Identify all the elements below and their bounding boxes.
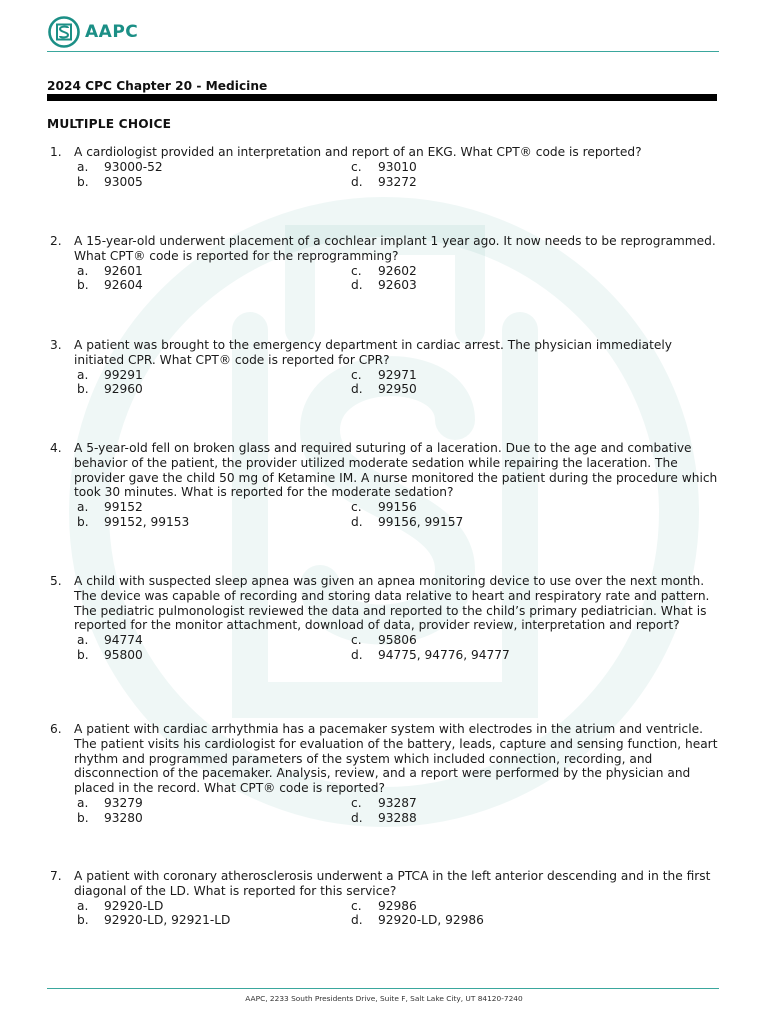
option-text: 92602: [378, 263, 417, 278]
option-a: a. 92920-LD: [77, 898, 164, 913]
option-b: b. 92604: [77, 278, 143, 293]
header: [47, 14, 138, 50]
option-text: 93010: [378, 159, 417, 174]
option-text: 92971: [378, 367, 417, 382]
option-text: 92950: [378, 382, 417, 397]
answer-options: [77, 160, 687, 190]
option-text: 99291: [104, 367, 143, 382]
option-a: a. 94774: [77, 633, 143, 648]
question-stem: A patient was brought to the emergency department in cardiac arrest. The physician immediately initiated CPR. What CPT® code is reported for CPR?: [74, 338, 672, 367]
option-d: d. 92920-LD, 92986: [351, 913, 484, 928]
question-number: 4.: [50, 441, 62, 455]
question-7: [47, 869, 719, 928]
option-b: b. 95800: [77, 647, 143, 662]
option-text: 92920-LD, 92921-LD: [104, 913, 231, 928]
title-divider-bar: [47, 94, 717, 101]
option-text: 92920-LD, 92986: [378, 913, 484, 928]
option-a: a. 93279: [77, 795, 143, 810]
option-text: 92986: [378, 898, 417, 913]
question-stem: A cardiologist provided an interpretation and report of an EKG. What CPT® code is reported?: [74, 145, 642, 159]
question-2: [47, 234, 719, 293]
option-text: 94774: [104, 633, 143, 648]
option-a: a. 99291: [77, 367, 143, 382]
option-b: b. 99152, 99153: [77, 514, 190, 529]
option-d: d. 93288: [351, 810, 417, 825]
answer-options: [77, 368, 687, 398]
option-b: b. 92920-LD, 92921-LD: [77, 913, 231, 928]
option-text: 93005: [104, 174, 143, 189]
option-b: b. 93280: [77, 810, 143, 825]
question-number: 2.: [50, 234, 62, 248]
option-text: 95800: [104, 647, 143, 662]
option-a: a. 93000-52: [77, 159, 163, 174]
option-text: 99156, 99157: [378, 514, 464, 529]
question-1: [47, 145, 719, 189]
option-text: 93000-52: [104, 159, 163, 174]
option-c: c. 93010: [351, 159, 417, 174]
question-stem: A 15-year-old underwent placement of a cochlear implant 1 year ago. It now needs to be reprogrammed. What CPT® code is reported for the reprogramming?: [74, 234, 716, 263]
header-divider: [47, 51, 719, 52]
option-b: b. 92960: [77, 382, 143, 397]
question-stem: A child with suspected sleep apnea was given an apnea monitoring device to use over the next month. The device was capable of recording and storing data relative to heart and respiratory rate and pattern. The pediatric pulmonologist reviewed the data and reported to the child’s primary pediatrician. What is reported for the monitor attachment, download of data, provider review, interpretation and report?: [74, 574, 710, 633]
option-d: d. 94775, 94776, 94777: [351, 647, 510, 662]
option-text: 93287: [378, 795, 417, 810]
option-text: 94775, 94776, 94777: [378, 647, 510, 662]
option-a: a. 99152: [77, 500, 143, 515]
question-4: [47, 441, 719, 530]
option-text: 99152: [104, 500, 143, 515]
option-d: d. 92950: [351, 382, 417, 397]
answer-options: [77, 500, 687, 530]
answer-options: [77, 633, 687, 663]
question-number: 1.: [50, 145, 62, 159]
option-a: a. 92601: [77, 263, 143, 278]
footer-divider: [47, 988, 719, 989]
option-d: d. 99156, 99157: [351, 514, 464, 529]
question-number: 3.: [50, 338, 62, 352]
section-title: MULTIPLE CHOICE: [47, 117, 172, 131]
answer-options: [77, 796, 687, 826]
option-d: d. 92603: [351, 278, 417, 293]
answer-options: [77, 899, 687, 929]
option-b: b. 93005: [77, 174, 143, 189]
question-3: [47, 338, 719, 397]
question-number: 6.: [50, 722, 62, 736]
option-c: c. 92602: [351, 263, 417, 278]
option-c: c. 92986: [351, 898, 417, 913]
option-text: 99152, 99153: [104, 514, 190, 529]
option-text: 93279: [104, 795, 143, 810]
option-text: 93288: [378, 810, 417, 825]
brand-name: AAPC: [85, 22, 139, 42]
aapc-logo-icon: [47, 15, 81, 49]
question-5: [47, 574, 719, 663]
option-text: 92604: [104, 278, 143, 293]
question-number: 5.: [50, 574, 62, 588]
question-stem: A 5-year-old fell on broken glass and required suturing of a laceration. Due to the age and combative behavior of the patient, the provider utilized moderate sedation while repairing the laceration. The provider gave the child 50 mg of Ketamine IM. A nurse monitored the patient during the procedure which took 30 minutes. What is reported for the moderate sedation?: [74, 441, 718, 500]
option-text: 99156: [378, 500, 417, 515]
question-stem: A patient with cardiac arrhythmia has a pacemaker system with electrodes in the atrium and ventricle. The patient visits his cardiologist for evaluation of the battery, leads, capture and sensing function, heart rhythm and programmed parameters of the system which included connection, recording, and disconnection of the pacemaker. Analysis, review, and a report were performed by the physician and placed in the record. What CPT® code is reported?: [74, 722, 718, 796]
document-title: 2024 CPC Chapter 20 - Medicine: [47, 79, 268, 93]
question-number: 7.: [50, 869, 62, 883]
option-c: c. 99156: [351, 500, 417, 515]
option-c: c. 93287: [351, 795, 417, 810]
question-stem: A patient with coronary atherosclerosis underwent a PTCA in the left anterior descending and in the first diagonal of the LD. What is reported for this service?: [74, 869, 711, 898]
option-text: 92601: [104, 263, 143, 278]
footer-address: AAPC, 2233 South Presidents Drive, Suite F, Salt Lake City, UT 84120-7240: [245, 994, 523, 1003]
option-text: 92960: [104, 382, 143, 397]
option-text: 95806: [378, 633, 417, 648]
option-text: 92920-LD: [104, 898, 164, 913]
option-text: 92603: [378, 278, 417, 293]
option-c: c. 92971: [351, 367, 417, 382]
answer-options: [77, 264, 687, 294]
option-c: c. 95806: [351, 633, 417, 648]
option-text: 93272: [378, 174, 417, 189]
option-d: d. 93272: [351, 174, 417, 189]
option-text: 93280: [104, 810, 143, 825]
question-6: [47, 722, 719, 826]
